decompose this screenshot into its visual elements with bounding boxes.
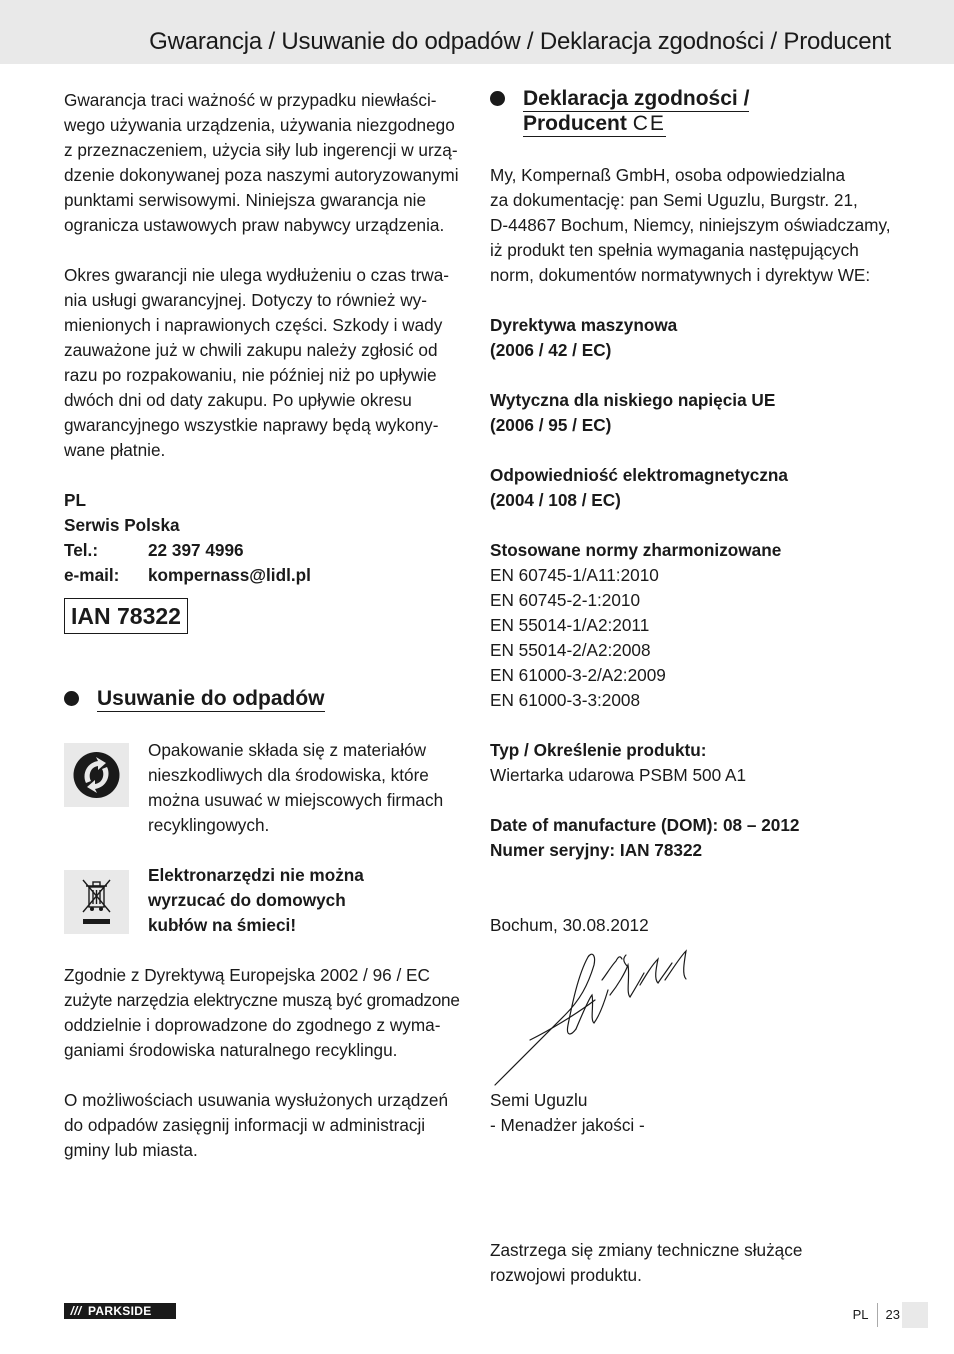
text-line: razu po rozpakowaniu, nie później niż po upływie	[64, 365, 437, 385]
disclaimer	[490, 1238, 900, 1288]
text-line: mienionych i naprawionych części. Szkody i wady	[64, 315, 443, 335]
text-line: Elektronarzędzi nie można	[148, 865, 364, 885]
harmonized-standards	[490, 538, 900, 713]
ian-box: IAN 78322	[64, 598, 188, 634]
text-line: D-44867 Bochum, Niemcy, niniejszym oświadczamy,	[490, 215, 891, 235]
page-header	[0, 0, 954, 64]
product-heading: Typ / Określenie produktu:	[490, 740, 707, 760]
contact-country: PL	[64, 490, 86, 510]
text-line: wyrzucać do domowych	[148, 890, 346, 910]
right-column	[490, 163, 900, 938]
directive-low-voltage	[490, 388, 900, 438]
text-line: (2004 / 108 / EC)	[490, 490, 621, 510]
standard-item: EN 55014-2/A2:2008	[490, 640, 651, 660]
declaration-intro	[490, 163, 900, 288]
text-line: gwarancyjnego wszystkie naprawy będą wykony-	[64, 415, 439, 435]
text-line: gminy lub miasta.	[64, 1140, 198, 1160]
text-line: z przeznaczeniem, użycia siły lub ingerencji w urzą-	[64, 140, 458, 160]
text-line: Dyrektywa maszynowa	[490, 315, 678, 335]
page-indicator	[853, 1303, 900, 1327]
directive-machinery	[490, 313, 900, 363]
text-line: nia usługi gwarancyjnej. Dotyczy to również wy-	[64, 290, 427, 310]
green-dot-icon	[64, 743, 129, 807]
standard-item: EN 60745-2-1:2010	[490, 590, 641, 610]
declaration-heading-line2: Producent	[523, 112, 627, 135]
text-line: iż produkt ten spełnia wymagania następujących	[490, 240, 859, 260]
text-line: kubłów na śmieci!	[148, 915, 297, 935]
directive-paragraph	[64, 963, 474, 1063]
declaration-heading	[490, 86, 749, 136]
packaging-text	[148, 738, 468, 838]
text-line: Zgodnie z Dyrektywą Europejska 2002 / 96 / EC	[64, 965, 430, 985]
page-number: 23	[885, 1307, 900, 1322]
language-code: PL	[852, 1307, 869, 1322]
text-line: dwóch dni od daty zakupu. Po upływie okresu	[64, 390, 412, 410]
text-line: wego używania urządzenia, używania niezgodnego	[64, 115, 455, 135]
parkside-logo	[64, 1303, 176, 1319]
disposal-info-paragraph	[64, 1088, 474, 1163]
text-line: można usuwać w miejscowych firmach	[148, 790, 444, 810]
text-line: (2006 / 95 / EC)	[490, 415, 612, 435]
signer-block	[490, 1088, 900, 1138]
contact-service: Serwis Polska	[64, 515, 180, 535]
standard-item: EN 61000-3-2/A2:2009	[490, 665, 666, 685]
recycling-icon-box	[64, 743, 129, 807]
text-line: zauważone już w chwili zakupu należy zgłosić od	[64, 340, 438, 360]
text-line: Okres gwarancji nie ulega wydłużeniu o czas trwa-	[64, 265, 449, 285]
signer-role: - Menadżer jakości -	[490, 1115, 645, 1135]
ce-mark: CE	[632, 112, 666, 135]
text-line: (2006 / 42 / EC)	[490, 340, 612, 360]
warranty-paragraph-1	[64, 88, 468, 238]
disposal-heading	[64, 686, 325, 711]
standard-item: EN 55014-1/A2:2011	[490, 615, 650, 635]
standard-item: EN 60745-1/A11:2010	[490, 565, 659, 585]
email-label: e-mail:	[64, 565, 120, 585]
text-line: My, Kompernaß GmbH, osoba odpowiedzialna	[490, 165, 846, 185]
place-date: Bochum, 30.08.2012	[490, 915, 649, 935]
declaration-heading-line1: Deklaracja zgodności /	[523, 87, 750, 110]
text-line: ogranicza ustawowych praw nabywcy urządzenia.	[64, 215, 445, 235]
text-line: oddzielnie i doprowadzone do zgodnego z wyma-	[64, 1015, 441, 1035]
text-line: O możliwościach usuwania wysłużonych urządzeń	[64, 1090, 449, 1110]
text-line: dzenie dokonywanej poza naszymi autoryzowanymi	[64, 165, 459, 185]
text-line: Opakowanie składa się z materiałów	[148, 740, 426, 760]
service-contact	[64, 488, 468, 588]
contact-tel-row	[64, 538, 468, 563]
email-value: kompernass@lidl.pl	[148, 565, 311, 585]
disposal-text	[64, 963, 474, 1163]
directive-emc	[490, 463, 900, 513]
disposal-heading-text: Usuwanie do odpadów	[97, 687, 325, 710]
text-line: Odpowiedniość elektromagnetyczna	[490, 465, 788, 485]
left-column	[64, 88, 468, 634]
standards-heading: Stosowane normy zharmonizowane	[490, 540, 782, 560]
tel-value: 22 397 4996	[148, 540, 244, 560]
text-line: za dokumentację: pan Semi Uguzlu, Burgstr. 21,	[490, 190, 858, 210]
page-tab	[902, 1302, 928, 1328]
bullet-icon	[490, 91, 505, 106]
product-info	[490, 738, 900, 788]
text-line: Zastrzega się zmiany techniczne służące	[490, 1240, 803, 1260]
text-line: norm, dokumentów normatywnych i dyrektyw WE:	[490, 265, 871, 285]
contact-email-row	[64, 563, 468, 588]
serial-line: Numer seryjny: IAN 78322	[490, 840, 703, 860]
dom-line: Date of manufacture (DOM): 08 – 2012	[490, 815, 800, 835]
manufacture-info	[490, 813, 900, 863]
text-line: ganiami środowiska naturalnego recyklingu.	[64, 1040, 398, 1060]
logo-text: PARKSIDE	[88, 1304, 152, 1318]
warranty-paragraph-2	[64, 263, 468, 463]
text-line: Wytyczna dla niskiego napięcia UE	[490, 390, 776, 410]
tel-label: Tel.:	[64, 540, 99, 560]
text-line: do odpadów zasięgnij informacji w administracji	[64, 1115, 426, 1135]
text-line: recyklingowych.	[148, 815, 270, 835]
standard-item: EN 61000-3-3:2008	[490, 690, 641, 710]
weee-warning	[148, 863, 468, 938]
text-line: zużyte narzędzia elektryczne muszą być gromadzone	[64, 990, 460, 1010]
logo-slashes: ///	[70, 1304, 82, 1318]
signer-name: Semi Uguzlu	[490, 1090, 588, 1110]
crossed-bin-icon	[64, 870, 129, 934]
text-line: nieszkodliwych dla środowiska, które	[148, 765, 429, 785]
weee-icon-box	[64, 870, 129, 934]
product-value: Wiertarka udarowa PSBM 500 A1	[490, 765, 747, 785]
text-line: rozwojowi produktu.	[490, 1265, 642, 1285]
text-line: wane płatnie.	[64, 440, 166, 460]
bullet-icon	[64, 691, 79, 706]
text-line: Gwarancja traci ważność w przypadku niewłaści-	[64, 90, 437, 110]
page-title: Gwarancja / Usuwanie do odpadów / Deklaracja zgodności / Producent	[149, 28, 891, 55]
signature-image	[490, 945, 700, 1090]
text-line: punktami serwisowymi. Niniejsza gwarancja nie	[64, 190, 427, 210]
